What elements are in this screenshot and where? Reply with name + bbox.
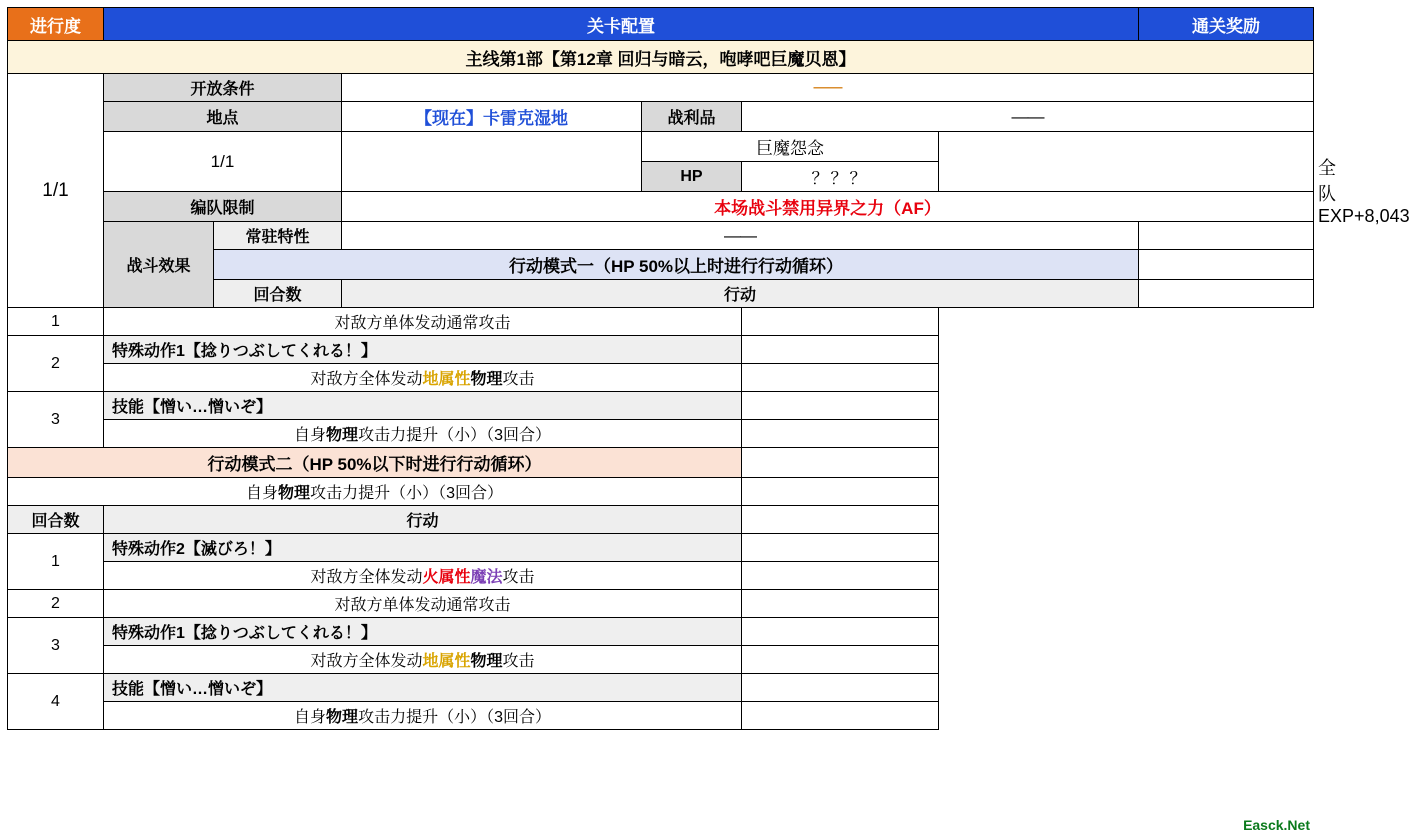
battle-effect-text: 战斗效果 (126, 258, 191, 275)
mode2-action-cell: 自身物理攻击力提升（小）（3回合） (104, 702, 742, 730)
mode1-body (8, 308, 1314, 448)
mode2-turn-row (8, 590, 1314, 618)
label-turn-count-1: 回合数 (214, 280, 342, 308)
mode1-turn-number: 1 (8, 308, 104, 336)
label-turn-count-2: 回合数 (8, 506, 104, 534)
right-filler (742, 590, 939, 618)
mode2-turn-row (8, 674, 1314, 702)
title-row (8, 41, 1314, 74)
mode1-turn-row (8, 336, 1314, 364)
mode2-title-row (8, 448, 1314, 478)
page-title: 主线第1部【第12章 回归与暗云，咆哮吧巨魔贝恩】 (8, 41, 1314, 74)
mode2-turn-number: 2 (8, 590, 104, 618)
right-filler-5 (742, 478, 939, 506)
mode1-action-cell: 特殊动作1【捻りつぶしてくれる！】 (104, 336, 742, 364)
right-filler (742, 618, 939, 646)
mode2-action-cell: 对敌方全体发动地属性物理攻击 (104, 646, 742, 674)
enemy-count-text: 1/1 (210, 151, 235, 171)
value-loot (742, 102, 1314, 132)
enemy-count (104, 132, 342, 192)
right-filler-3 (1139, 280, 1314, 308)
right-filler (742, 534, 939, 562)
mode2-turn-number: 4 (8, 674, 104, 730)
right-filler (742, 702, 939, 730)
progress-value (8, 74, 104, 308)
mode2-intro-row (8, 478, 1314, 506)
mode2-turn-row (8, 646, 1314, 674)
right-filler-2 (1139, 250, 1314, 280)
value-permanent-trait (342, 222, 1139, 250)
value-party-limit (342, 192, 1314, 222)
label-hp: HP (642, 162, 742, 192)
value-open-condition (342, 74, 1314, 102)
mode1-action-cell: 技能【憎い…憎いぞ】 (104, 392, 742, 420)
enemy-spacer-left (342, 132, 642, 192)
permanent-trait-dash: —— (724, 225, 757, 245)
enemy-name (642, 132, 939, 162)
mode2-colheader-row (8, 506, 1314, 534)
right-filler (742, 364, 939, 392)
mode2-action-cell: 对敌方全体发动火属性魔法攻击 (104, 562, 742, 590)
mode2-turn-row (8, 562, 1314, 590)
enemy-name-row (8, 132, 1314, 162)
mode2-turn-row (8, 702, 1314, 730)
right-filler (742, 392, 939, 420)
label-location: 地点 (104, 102, 342, 132)
right-filler-6 (742, 506, 939, 534)
mode1-turn-row (8, 392, 1314, 420)
label-battle-effect (104, 222, 214, 308)
header-stage-config: 关卡配置 (104, 8, 1139, 41)
label-action-1: 行动 (342, 280, 1139, 308)
location-text: 【现在】卡雷克湿地 (415, 109, 568, 128)
label-open-condition: 开放条件 (104, 74, 342, 102)
right-filler (742, 674, 939, 702)
right-filler (742, 562, 939, 590)
location-row (8, 102, 1314, 132)
right-filler (742, 308, 939, 336)
mode1-turn-number: 2 (8, 336, 104, 392)
mode2-body (8, 534, 1314, 730)
watermark: Easck.Net (1243, 817, 1310, 833)
enemy-name-text: 巨魔怨念 (756, 139, 824, 158)
mode2-action-cell: 特殊动作1【捻りつぶしてくれる！】 (104, 618, 742, 646)
right-filler-4 (742, 448, 939, 478)
value-location (342, 102, 642, 132)
stage-config-table (7, 7, 1410, 730)
label-action-2: 行动 (104, 506, 742, 534)
mode1-action-cell: 自身物理攻击力提升（小）（3回合） (104, 420, 742, 448)
progress-text: 1/1 (42, 179, 69, 201)
party-limit-text: 本场战斗禁用异界之力（AF） (714, 199, 941, 218)
mode2-action-cell: 技能【憎い…憎いぞ】 (104, 674, 742, 702)
reward-text: 全队EXP+8,043 (1318, 158, 1410, 226)
right-filler (742, 336, 939, 364)
header-progress: 进行度 (8, 8, 104, 41)
mode2-turn-number: 3 (8, 618, 104, 674)
mode2-intro-text: 自身物理攻击力提升（小）（3回合） (8, 478, 742, 506)
party-limit-row (8, 192, 1314, 222)
value-hp (742, 162, 939, 192)
enemy-hp-text: ？？？ (811, 169, 869, 188)
right-filler-1 (1139, 222, 1314, 250)
label-loot: 战利品 (642, 102, 742, 132)
label-permanent-trait: 常驻特性 (214, 222, 342, 250)
right-filler (742, 646, 939, 674)
permanent-trait-row (8, 222, 1314, 250)
mode1-turn-row (8, 364, 1314, 392)
mode1-action-cell: 对敌方全体发动地属性物理攻击 (104, 364, 742, 392)
page-root (0, 7, 1410, 837)
header-clear-reward: 通关奖励 (1139, 8, 1314, 41)
mode2-title: 行动模式二（HP 50%以下时进行行动循环） (8, 448, 742, 478)
loot-dash: —— (1011, 106, 1044, 126)
mode1-title: 行动模式一（HP 50%以上时进行行动循环） (214, 250, 1139, 280)
mode1-action-cell: 对敌方单体发动通常攻击 (104, 308, 742, 336)
label-party-limit: 编队限制 (104, 192, 342, 222)
open-condition-dash: —— (813, 79, 842, 96)
enemy-spacer-right (939, 132, 1314, 192)
mode2-turn-row (8, 618, 1314, 646)
mode1-turn-row (8, 308, 1314, 336)
mode2-action-cell: 特殊动作2【滅びろ！】 (104, 534, 742, 562)
open-condition-row (8, 74, 1314, 102)
right-filler (742, 420, 939, 448)
mode1-turn-number: 3 (8, 392, 104, 448)
mode1-turn-row (8, 420, 1314, 448)
mode2-action-cell: 对敌方单体发动通常攻击 (104, 590, 742, 618)
mode2-turn-row (8, 534, 1314, 562)
mode2-turn-number: 1 (8, 534, 104, 590)
table-header-row (8, 8, 1314, 41)
